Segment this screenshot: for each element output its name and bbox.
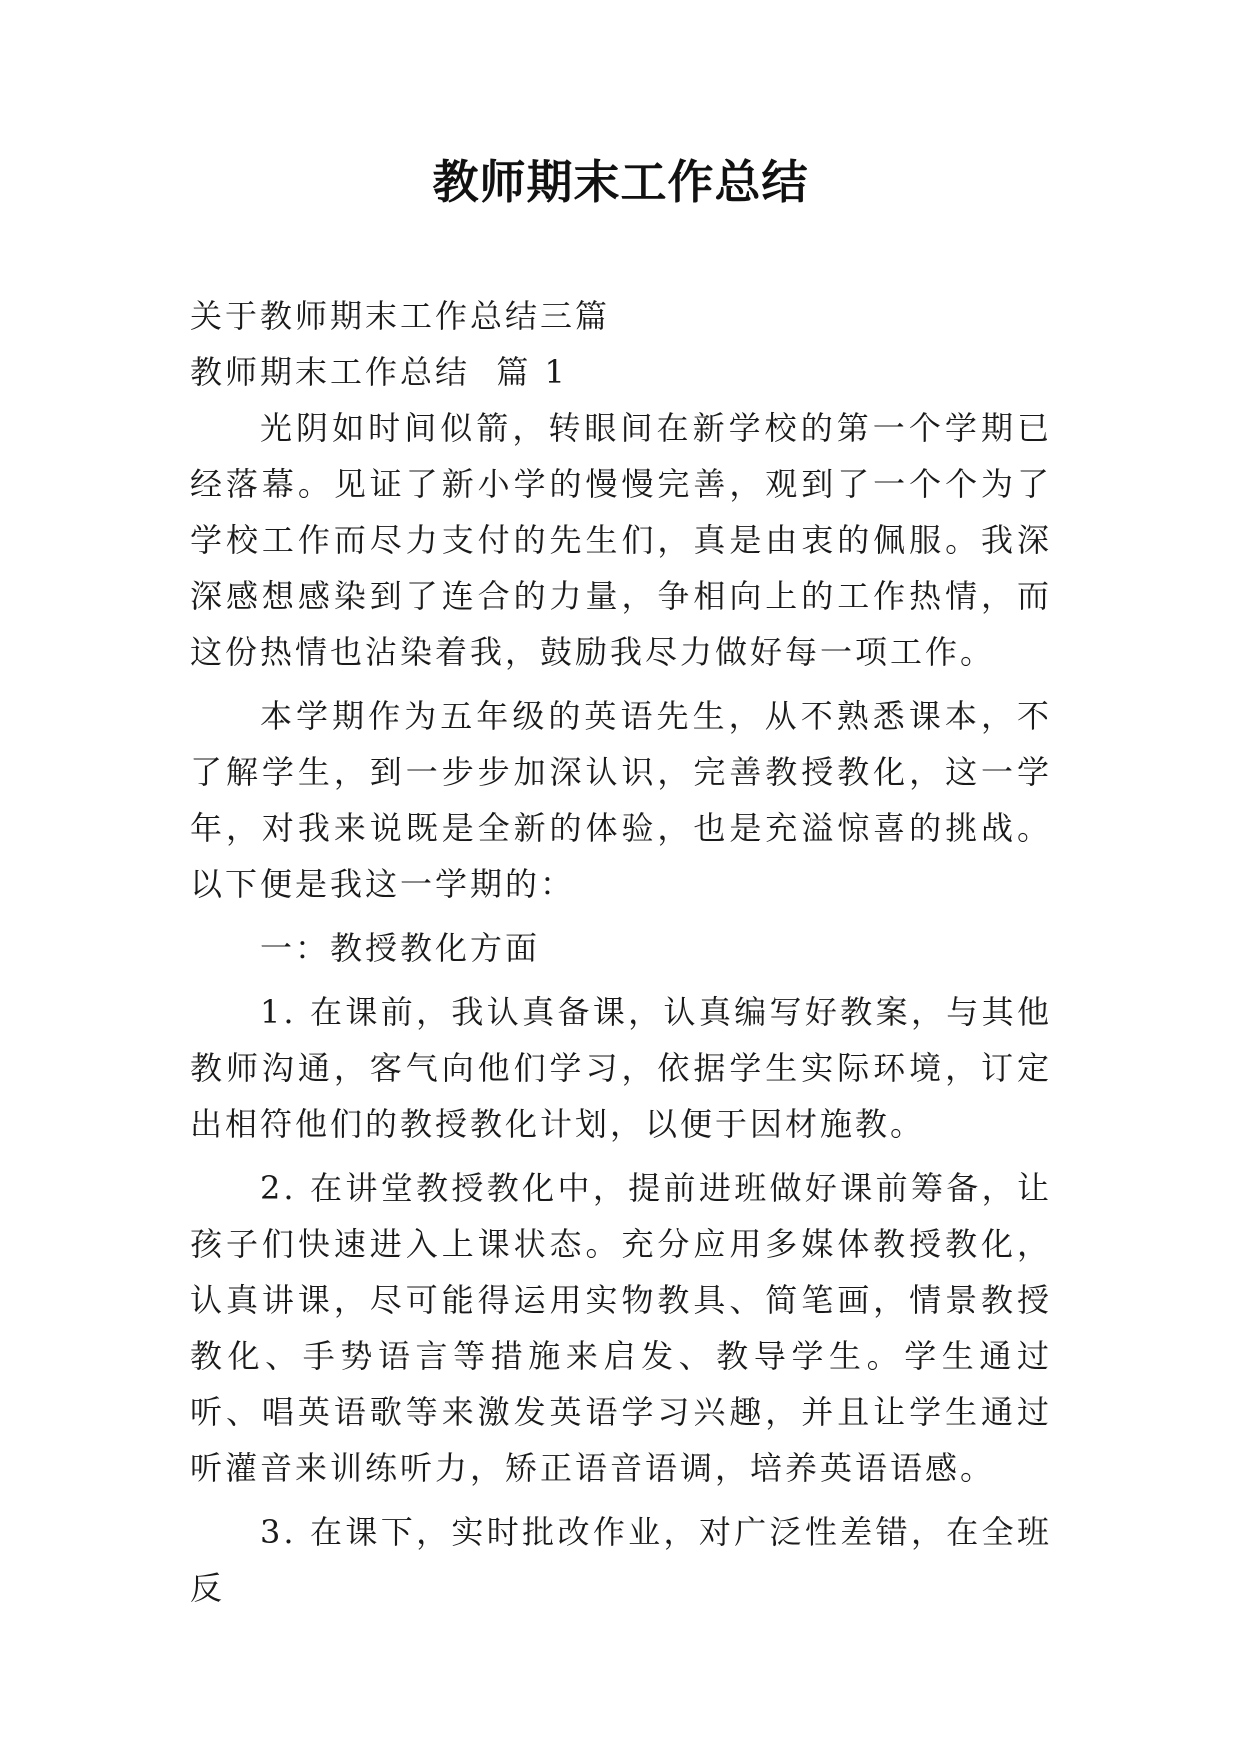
paragraph: 光阴如时间似箭，转眼间在新学校的第一个学期已经落幕。见证了新小学的慢慢完善，观到了一个个为了学校工作而尽力支付的先生们，真是由衷的佩服。我深深感想感染到了连合的力量，争相向上的工作热情，而这份热情也沾染着我，鼓励我尽力做好每一项工作。: [190, 409, 1052, 671]
paragraph: 一：教授教化方面: [260, 929, 541, 967]
document-subtitle: 关于教师期末工作总结三篇: [190, 297, 611, 335]
paragraph: 2. 在讲堂教授教化中，提前进班做好课前筹备，让孩子们快速进入上课状态。充分应用多媒体教授教化，认真讲课，尽可能得运用实物教具、简笔画，情景教授教化、手势语言等措施来启发、教导学生。学生通过听、唱英语歌等来激发英语学习兴趣，并且让学生通过听灌音来训练听力，矫正语音语调，培养英语语感。: [190, 1169, 1052, 1487]
paragraph: 本学期作为五年级的英语先生，从不熟悉课本，不了解学生，到一步步加深认识，完善教授教化，这一学年，对我来说既是全新的体验，也是充溢惊喜的挑战。以下便是我这一学期的：: [190, 697, 1052, 903]
document-body: [190, 288, 1052, 1616]
section-heading: 教师期末工作总结 篇 1: [190, 353, 568, 391]
document-title: 教师期末工作总结: [432, 155, 809, 209]
paragraph: 3. 在课下，实时批改作业，对广泛性差错，在全班反: [190, 1513, 1052, 1607]
paragraph: 1. 在课前，我认真备课，认真编写好教案，与其他教师沟通，客气向他们学习，依据学生实际环境，订定出相符他们的教授教化计划，以便于因材施教。: [190, 993, 1052, 1143]
